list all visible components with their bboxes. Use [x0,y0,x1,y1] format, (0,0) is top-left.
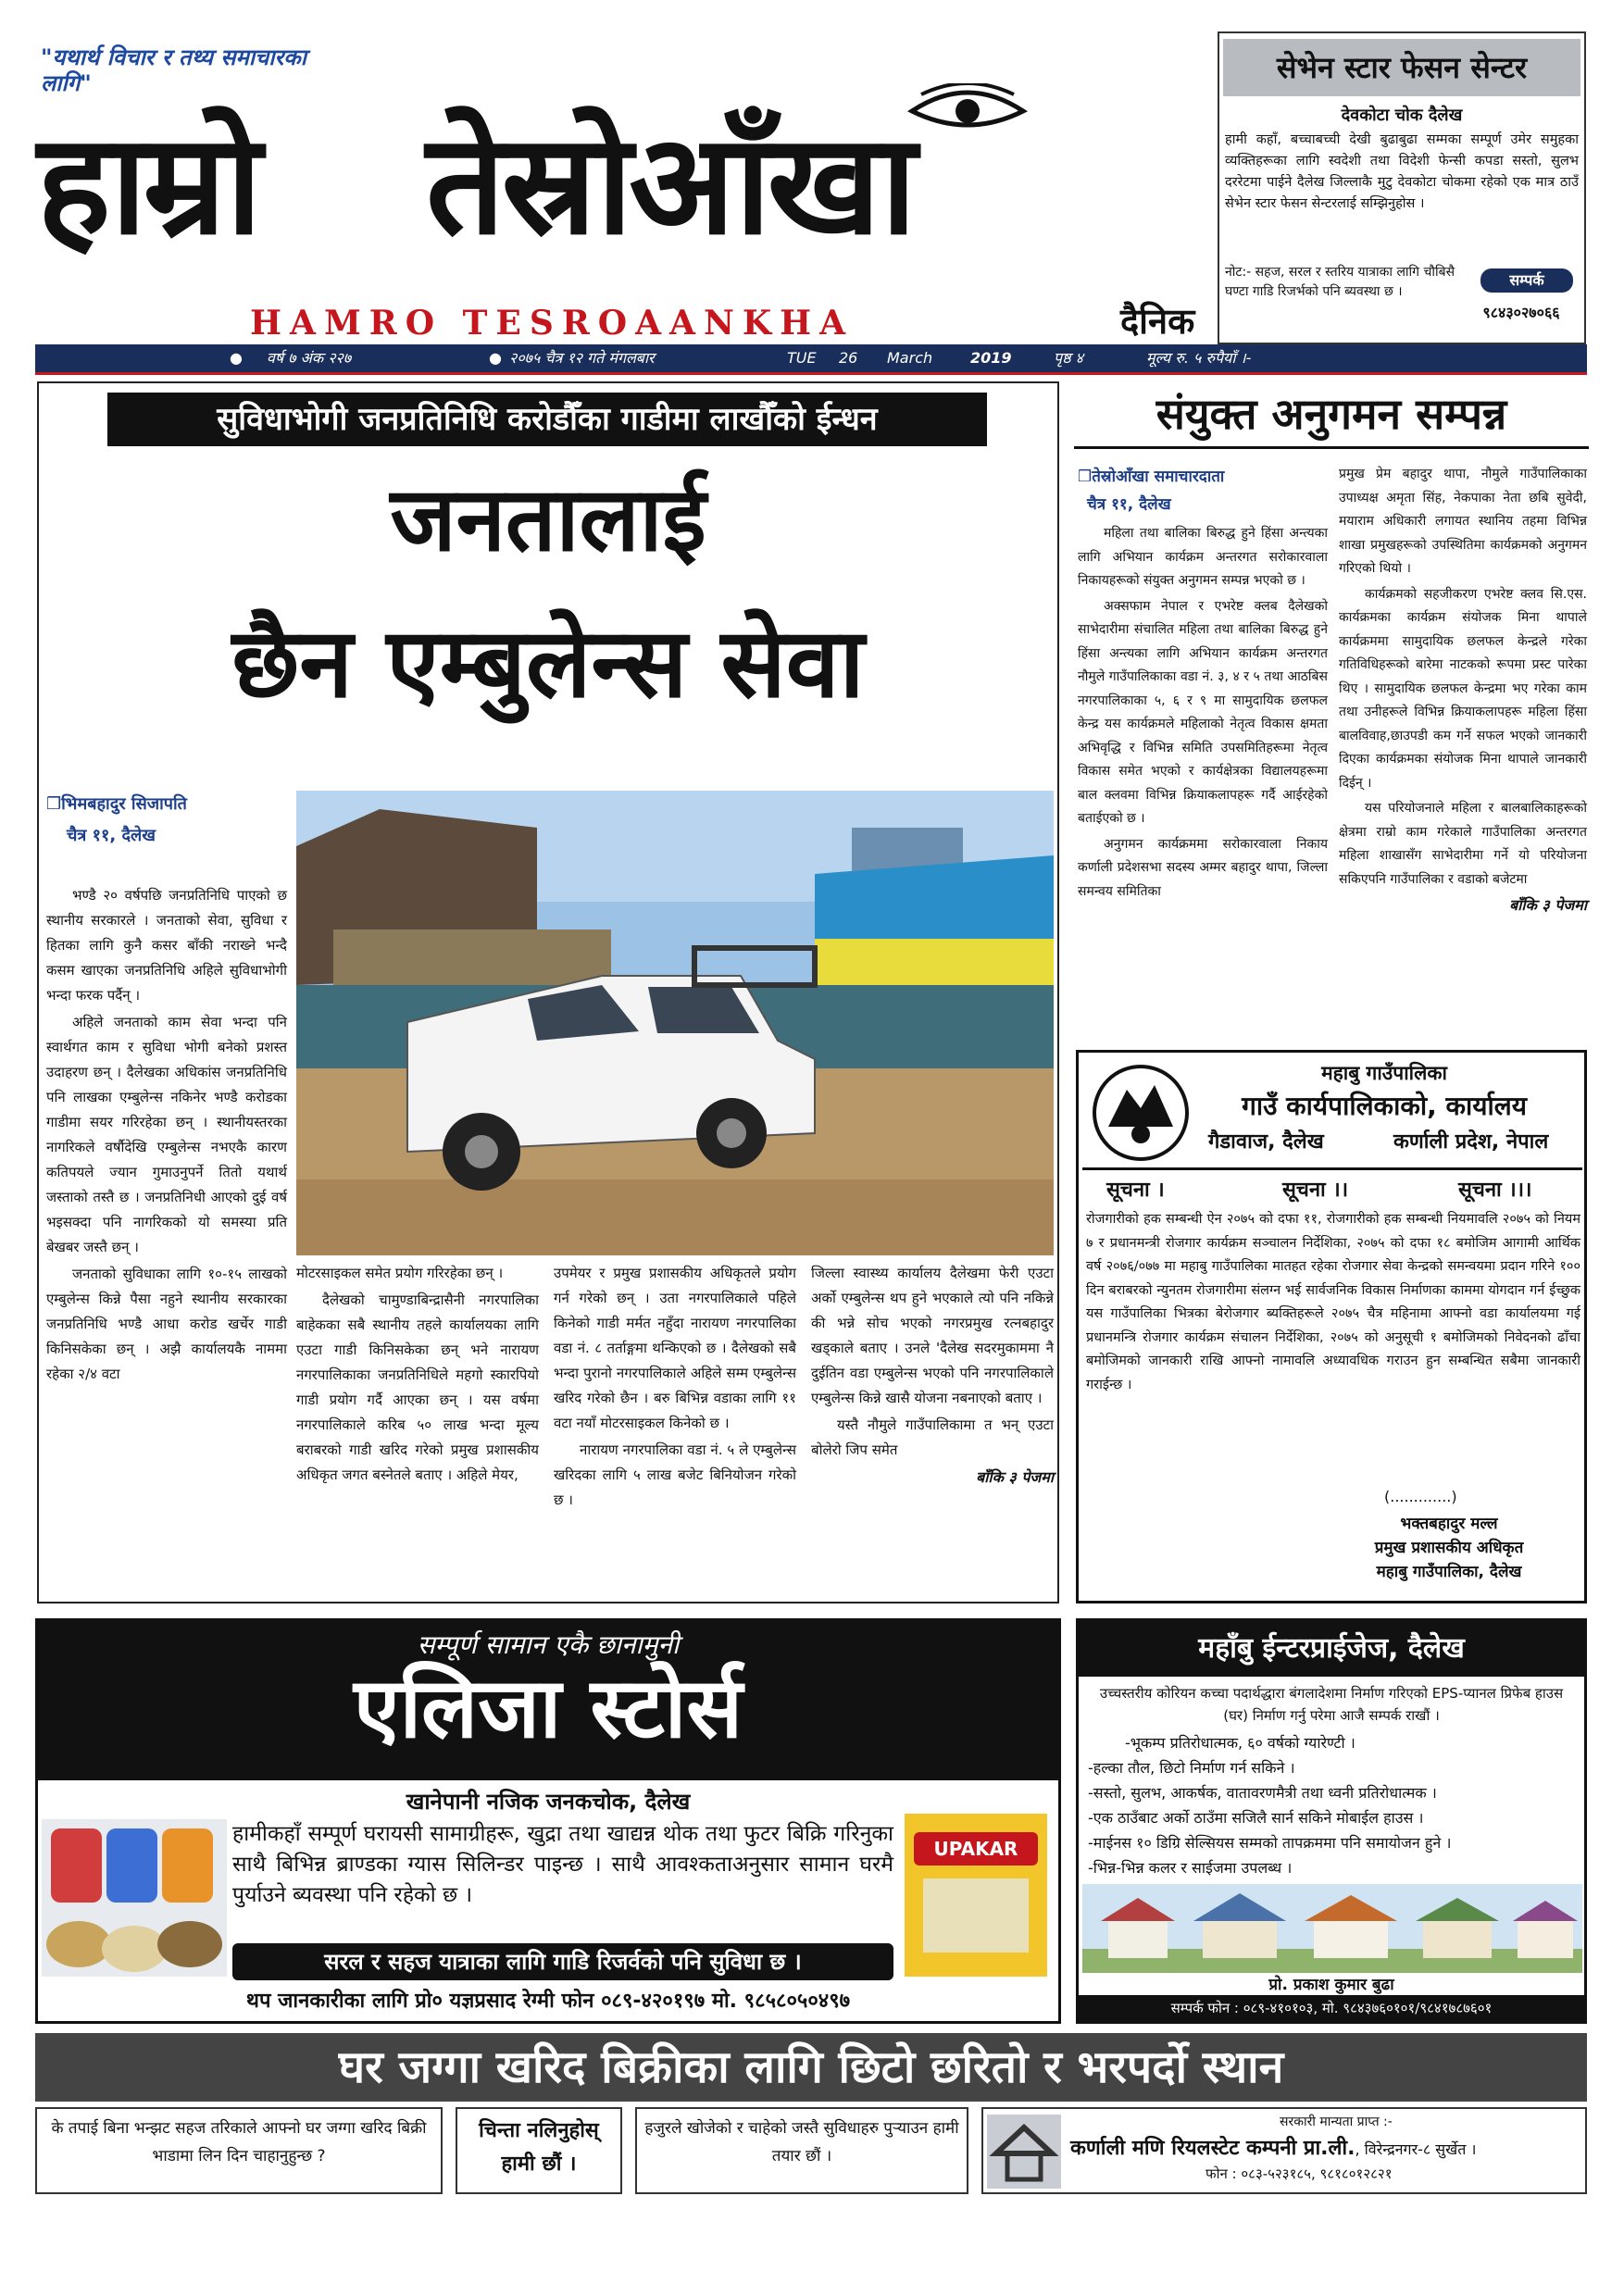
enterprise-ad-proprietor: प्रो. प्रकाश कुमार बुढा [1268,1976,1394,1994]
monitoring-story [1074,381,1589,1048]
municipal-notice [1076,1050,1587,1603]
paragraph: अक्सफाम नेपाल र एभरेष्ट क्लब दैलेखको साभेदारीमा संचालित महिला तथा बालिका बिरुद्ध हुने हिंसा अन्त्यका लागि अभियान कार्यक्रम अन्तरगत नौमुले गाउँपालिकाका वडा नं. ३, ४ र ५ तथा आठबिस नगरपालिकाका ५, ६ र ९ मा सामुदायिक छलफल केन्द्र यस कार्यक्रमले महिलाको नेतृत्व विकास क्षमता अभिवृद्धि र विभिन्न समिति उपसमितिहरूमा नेतृत्व विकास समेत भएको र कार्यक्षेत्रका विद्यालयहरूमा बाल क्लवमा विभिन्न क्रियाकलापहरू गर्दै आईरहेको बताईएको छ । [1078,598,1328,826]
paragraph: जिल्ला स्वास्थ्य कार्यालय दैलेखमा फेरी एउटा अर्को एम्बुलेन्स थप हुने भएकाले त्यो पनि नकिन्ने की भन्ने सोच भएको नगरप्रमुख रत्नबहादुर खड्काले बताए । उनले 'दैलेख सदरमुकाममा नै दुईतिन वडा एम्बुलेन्स भएको पनि नगरपालिकाले एम्बुलेन्स किन्ने खासै योजना नबनाएको बताए । [811,1265,1054,1406]
fashion-ad [1218,31,1586,344]
fashion-ad-contact-label: सम्पर्क [1480,268,1573,293]
prefab-houses-image [1082,1884,1582,1973]
realty-ad [35,2033,1587,2198]
ambulance-story-photo [296,791,1054,1255]
notice-signatory-title: प्रमुख प्रशासकीय अधिकृत [1374,1539,1524,1557]
lead-column-4 [811,1261,1054,1490]
notice-office-name: गाउँ कार्यपालिकाको, कार्यालय [1242,1091,1527,1121]
monitoring-dateline: चैत्र ११, दैलेख [1087,495,1171,514]
fashion-ad-contact-phone: ९८४३०२७०६६ [1482,304,1560,321]
paragraph: महिला तथा बालिका बिरुद्ध हुने हिंसा अन्त्यका लागि अभियान कार्यक्रम अन्तरगत सरोकारवाला निकायहरूको संयुक्त अनुगमन सम्पन्न भएको छ । [1078,526,1328,588]
paragraph: कार्यक्रमको सहजीकरण एभरेष्ट क्लव सि.एस. कार्यक्रमका कार्यक्रम संयोजक मिना थापाले कार्यक्रममा सामुदायिक छलफल केन्द्रले गरेका गतिविधिहरूको बारेमा नाटकको रूपमा प्रस्ट पारेका थिए । सामुदायिक छलफल केन्द्रमा भए गरेका काम तथा उनीहरूले विभिन्न क्रियाकलापहरू महिला हिंसा बालविवाह,छाउपडी कम गर्ने सफल भएको जानकारी दिएका कार्यक्रमका संयोजक मिना थापाले जानकारी दिईन् । [1339,586,1587,791]
realty-ad-company-name: कर्णाली मणि रियलस्टेट कम्पनी प्रा.ली. [1070,2137,1355,2160]
fashion-ad-body: हामी कहाँ, बच्चाबच्ची देखी बुढाबुढा सम्मका सम्पूर्ण उमेर समुहका व्यक्तिहरूका लागि स्वदेशी तथा विदेशी फेन्सी कपडा सस्तो, सुलभ दररेटमा पाईने दैलेख जिल्लाकै मुटु देवकोटा चोकमा रहेको एक मात्र ठाउँ सेभेन स्टार फेसन सेन्टरलाई सम्झिनुहोस । [1225,132,1579,211]
realty-ad-company-box [981,2107,1587,2194]
enterprise-ad-contact: सम्पर्क फोन : ०८९-४१०१०३, मो. ९८४३७६०१०१/९८४१७८७६०१ [1079,1995,1584,2021]
feature-item: -एक ठाउँबाट अर्को ठाउँमा सजिलै सार्न सकिने मोबाईल हाउस । [1088,1809,1424,1827]
notice-signatory-name: भक्तबहादुर मल्ल [1400,1515,1498,1533]
notice-org-name: महाबु गाउँपालिका [1321,1062,1447,1084]
realty-ad-promise: हजुरले खोजेको र चाहेको जस्तै सुविधाहरु पुऱ्याउन हामी तयार छौं । [635,2107,968,2194]
date-nepali: २०७५ चैत्र १२ गते मंगलबार [509,349,655,367]
store-ad-highlight: सरल र सहज यात्राका लागि गाडि रिजर्वको पनि सुविधा छ । [232,1943,893,1980]
store-ad-tagline: सम्पूर्ण सामान एकै छानामुनी [417,1629,680,1660]
masthead-title-roman: HAMRO TESROAANKHA [250,304,855,343]
fashion-ad-location: देवकोटा चोक दैलेख [1341,106,1463,125]
notice-body: रोजगारीको हक सम्बन्धी ऐन २०७५ को दफा ११, रोजगारीको हक सम्बन्धी नियमावलि २०७५ को नियम ७ र प्रधानमन्त्री रोजगार कार्यक्रम सञ्चालन निर्देशिका, २०७५ को दफा १८ बमोजिम आगामी आर्थिक वर्ष २०७६/०७७ मा महाबु गाउँपालिका मातहत रहेका रोजगार सेवा केन्द्रको समन्वयमा प्रदान गरिने १०० दिन बराबरको न्युनतम रोजगारीमा संलग्न भई सार्वजनिक विकास निर्माणका काममा योगदान गर्न ईच्छुक यस गाउँपालिका भित्रका बेरोजगार ब्यक्तिहरूले २०७५ चैत्र महिनामा आफ्नो वडा कार्यालयमा गई प्रधानमन्त्रि रोजगार कार्यक्रम संचालन निर्देशिका, २०७५ को अनुसूची १ बमोजिमको निवेदनको ढाँचा बमोजिमको जानकारी राखि आफ्नो नामावलि अध्यावधिक गराउन हुन सम्बन्धित सबैमा जानकारी गराईन्छ । [1086,1212,1580,1392]
date-num: 26 [839,349,858,367]
date-day: TUE [787,349,817,367]
bullet-icon: ● [230,349,243,367]
paragraph: अनुगमन कार्यक्रममा सरोकारवाला निकाय कर्णाली प्रदेशसभा सदस्य अम्मर बहादुर थापा, जिल्ला समन्वय समितिका [1078,836,1328,899]
notice-address-left: गैडावाज, दैलेख [1208,1130,1324,1154]
monitoring-continued-note: बाँकि ३ पेजमा [1509,896,1587,914]
store-ad-footer: थप जानकारीका लागि प्रो० यज्ञप्रसाद रेग्मी फोन ०८९-४२०१९७ मो. ९८५८०५०४९७ [245,1990,851,2013]
monitoring-byline: ❒तेस्रोआँखा समाचारदाता [1078,468,1225,486]
enterprise-ad-features [1088,1730,1579,1880]
monitoring-headline: संयुक्त अनुगमन सम्पन्न [1074,381,1589,449]
feature-item: -भिन्न-भिन्न कलर र साईजमा उपलब्ध । [1088,1859,1293,1877]
realty-ad-question: के तपाई बिना भन्झट सहज तरिकाले आफ्नो घर जग्गा खरिद बिक्री भाडामा लिन दिन चाहानुहुन्छ ? [35,2107,443,2194]
realty-ad-reassurance: चिन्ता नलिनुहोस् हामी छौं । [456,2107,622,2194]
info-bar [35,344,1587,375]
volume-label: वर्ष ७ अंक २२७ [267,349,352,367]
paragraph: नारायण नगरपालिका वडा नं. ५ ले एम्बुलेन्स खरिदका लागि ५ लाख बजेट बिनियोजन गरेको छ । [554,1441,796,1508]
lead-dateline: चैत्र ११, दैलेख [67,826,156,845]
bullet-icon: ● [489,349,502,367]
realty-ad-recognition: सरकारी मान्यता प्राप्त :- [1280,2115,1393,2129]
feature-item: -भूकम्प प्रतिरोधात्मक, ६० वर्षको ग्यारेण्टी । [1125,1734,1355,1752]
lead-story [37,381,1059,1603]
upakar-brand-label: UPAKAR [933,1838,1018,1860]
store-ad-body: हामीकहाँ सम्पूर्ण घरायसी सामाग्रीहरू, खुद्रा तथा खाद्यन्न थोक तथा फुटर बिक्रि गरिनुका साथै बिभिन्न ब्राण्डका ग्यास सिलिन्डर पाइन्छ । साथै आवश्कताअनुसार सामान घरमै पुर्याउने ब्यवस्था पनि रहेको छ । [232,1822,893,1907]
monitoring-column-2 [1339,463,1587,917]
lead-headline-line1: जनतालाई [390,468,706,571]
edition-label: दैनिक [1120,301,1195,342]
price: मूल्य रु. ५ रुपैयाँ ।- [1146,349,1252,367]
fashion-ad-title: सेभेन स्टार फेसन सेन्टर [1223,39,1580,96]
lead-column-3 [554,1261,796,1515]
paragraph: दैलेखको चामुण्डाबिन्द्रासैनी नगरपालिका बाहेकका सबै स्थानीय तहले कार्यालयका लागि एउटा गाडी किनिसकेका छन् भने नारायण नगरपालिकाका जनप्रतिनिधिले महगो स्कारपियो गाडी प्रयोग गर्दै आएका छन् । यस वर्षमा नगरपालिकाले करिब ५० लाख भन्दा मूल्य बराबरको गाडी खरिद गरेको प्रमुख प्रशासकीय अधिकृत जगत बस्नेतले बताए । अहिले मेयर, [296,1292,539,1483]
paragraph: प्रमुख प्रेम बहादुर थापा, नौमुले गाउँपालिकाका उपाध्यक्ष अमृता सिंह, नेकपाका नेता छबि सुवेदी, मयाराम अधिकारी लगायत स्थानिय तहमा विभिन्न शाखा प्रमुखहरूको उपस्थितिमा कार्यक्रमको अनुगमन गरिएको थियो । [1339,467,1587,576]
store-ad-address: खानेपानी नजिक जनकचोक, दैलेख [406,1789,691,1815]
masthead-title-part1: हाम्रो [37,105,259,266]
notice-label-2: सूचना ।। [1282,1179,1349,1202]
realty-ad-phone: फोन : ०८३-५२३१८५, ९८१८०१२८२१ [1206,2165,1393,2182]
enterprise-ad-title: महाँबु ईन्टरप्राईजेज, दैलेख [1079,1621,1584,1677]
gas-cylinder-image [42,1819,227,1977]
feature-item: -माईनस १० डिग्रि सेल्सियस सम्मको तापक्रममा पनि समायोजन हुने । [1088,1834,1452,1852]
paragraph: यस परियोजनाले महिला र बालबालिकाहरूको क्षेत्रमा राम्रो काम गरेकाले गाउँपालिका अन्तरगत महिला शाखासँग साभेदारीमा गर्ने यो परियोजना सकिएपनि गाउँपालिका र वडाको बजेटमा [1339,801,1587,887]
store-ad [35,1618,1061,2024]
realty-ad-place: , विरेन्द्रनगर-८ सुर्खेत । [1355,2140,1477,2158]
lead-headline-line2: छैन एम्बुलेन्स सेवा [231,606,865,719]
notice-address-right: कर्णाली प्रदेश, नेपाल [1393,1130,1549,1154]
lead-column-1 [46,883,287,1389]
store-ad-name: एलिजा स्टोर्स [353,1660,743,1757]
realty-ad-headline: घर जग्गा खरिद बिक्रीका लागि छिटो छरितो र भरपर्दो स्थान [35,2033,1587,2102]
paragraph: यस्तै नौमुले गाउँपालिकामा त भन् एउटा बोलेरो जिप समेत [811,1416,1054,1458]
fashion-ad-note: नोट:- सहज, सरल र स्तरिय यात्राका लागि चौबिसै घण्टा गाडि रिजर्भको पनि ब्यवस्था छ । [1225,265,1455,299]
feature-item: -हल्का तौल, छिटो निर्माण गर्न सकिने । [1088,1759,1295,1777]
date-month: March [887,349,933,367]
paragraph: भण्डै २० वर्षपछि जनप्रतिनिधि पाएको छ स्थानीय सरकारले । जनताको सेवा, सुविधा र हितका लागि कुनै कसर बाँकी नराख्ने भन्दै कसम खाएका जनप्रतिनिधि अहिले सुविधाभोगी भन्दा फरक पर्दैन् । [46,887,287,1004]
notice-dots: (.............) [1384,1488,1457,1505]
government-emblem-icon [1090,1062,1192,1164]
eye-icon [907,83,1028,139]
house-logo-icon [987,2115,1061,2189]
lead-column-2 [296,1261,539,1490]
realty-ad-company [1070,2133,1585,2161]
enterprise-ad [1076,1618,1587,2024]
notice-signatory-org: महाबु गाउँपालिका, दैलेख [1376,1563,1522,1581]
lead-continued-note: बाँकि ३ पेजमा [976,1468,1054,1486]
paragraph: मोटरसाइकल समेत प्रयोग गरिरहेका छन् । [296,1265,504,1281]
masthead-title-part2: तेस्रोआँखा [426,105,914,266]
tagline: "यथार्थ विचार र तथ्य समाचारका लागि" [41,44,306,96]
monitoring-column-1 [1078,463,1328,905]
lead-kicker: सुविधाभोगी जनप्रतिनिधि करोडौँका गाडीमा लाखौँको ईन्धन [107,393,987,446]
divider [1082,1167,1582,1170]
masthead [37,28,1222,343]
lead-byline: ❒भिमबहादुर सिजापति [46,794,187,814]
notice-label-3: सूचना ।।। [1458,1179,1532,1202]
paragraph: अहिले जनताको काम सेवा भन्दा पनि स्वार्थगत काम र सुविधा भोगी बनेको प्रशस्त उदाहरण छन् । दैलेखका अधिकांस जनप्रतिनिधि पनि लाखका एम्बुलेन्स नकिनेर भण्डै करोडका गाडीमा सयर गरिरहेका छन् । स्थानीयस्तरका नागरिकले वर्षौदेखि एम्बुलेन्स नभएकै कारण कतिपयले ज्यान गुमाउनुपर्ने तितो यथार्थ जस्ताको तस्तै छ । जनप्रतिनिधी आएको दुई वर्ष भइसक्दा पनि नागरिकको यो समस्या प्रति बेखबर जस्तै छन् । [46,1014,287,1255]
notice-label-1: सूचना । [1106,1179,1165,1202]
date-year: 2019 [970,349,1012,367]
feature-item: -सस्तो, सुलभ, आकर्षक, वातावरणमैत्री तथा ध्वनी प्रतिरोधात्मक । [1088,1784,1437,1802]
page-number: पृष्ठ ४ [1054,349,1083,367]
paragraph: जनताको सुविधाका लागि १०-१५ लाखको एम्बुलेन्स किन्ने पैसा नहुने स्थानीय सरकारका जनप्रतिनिधि भण्डै आधा करोड खर्चेर गाडी किनिसकेका छन् । अझै कार्यालयकै नाममा रहेका २/४ वटा [46,1266,287,1382]
enterprise-ad-intro: उच्चस्तरीय कोरियन कच्चा पदार्थद्धारा बंगलादेशमा निर्माण गरिएको EPS-प्यानल प्रिफेब हाउस (घर) निर्माण गर्नु परेमा आजै सम्पर्क राखौं । [1099,1685,1564,1724]
paragraph: उपमेयर र प्रमुख प्रशासकीय अधिकृतले प्रयोग गर्न गरेको छन् । उता नगरपालिकाले पहिले किनेको गाडी मर्मत नहुँदा नारायण नगरपालिका वडा नं. ८ तर्ताङ्गमा थन्किएको छ । दैलेखको सबै भन्दा पुरानो नगरपालिकाले अहिले सम्म एम्बुलेन्स खरिद गरेको छैन । बरु बिभिन्न वडाका लागि ११ वटा नयाँ मोटरसाइकल किनेको छ । [554,1265,796,1431]
